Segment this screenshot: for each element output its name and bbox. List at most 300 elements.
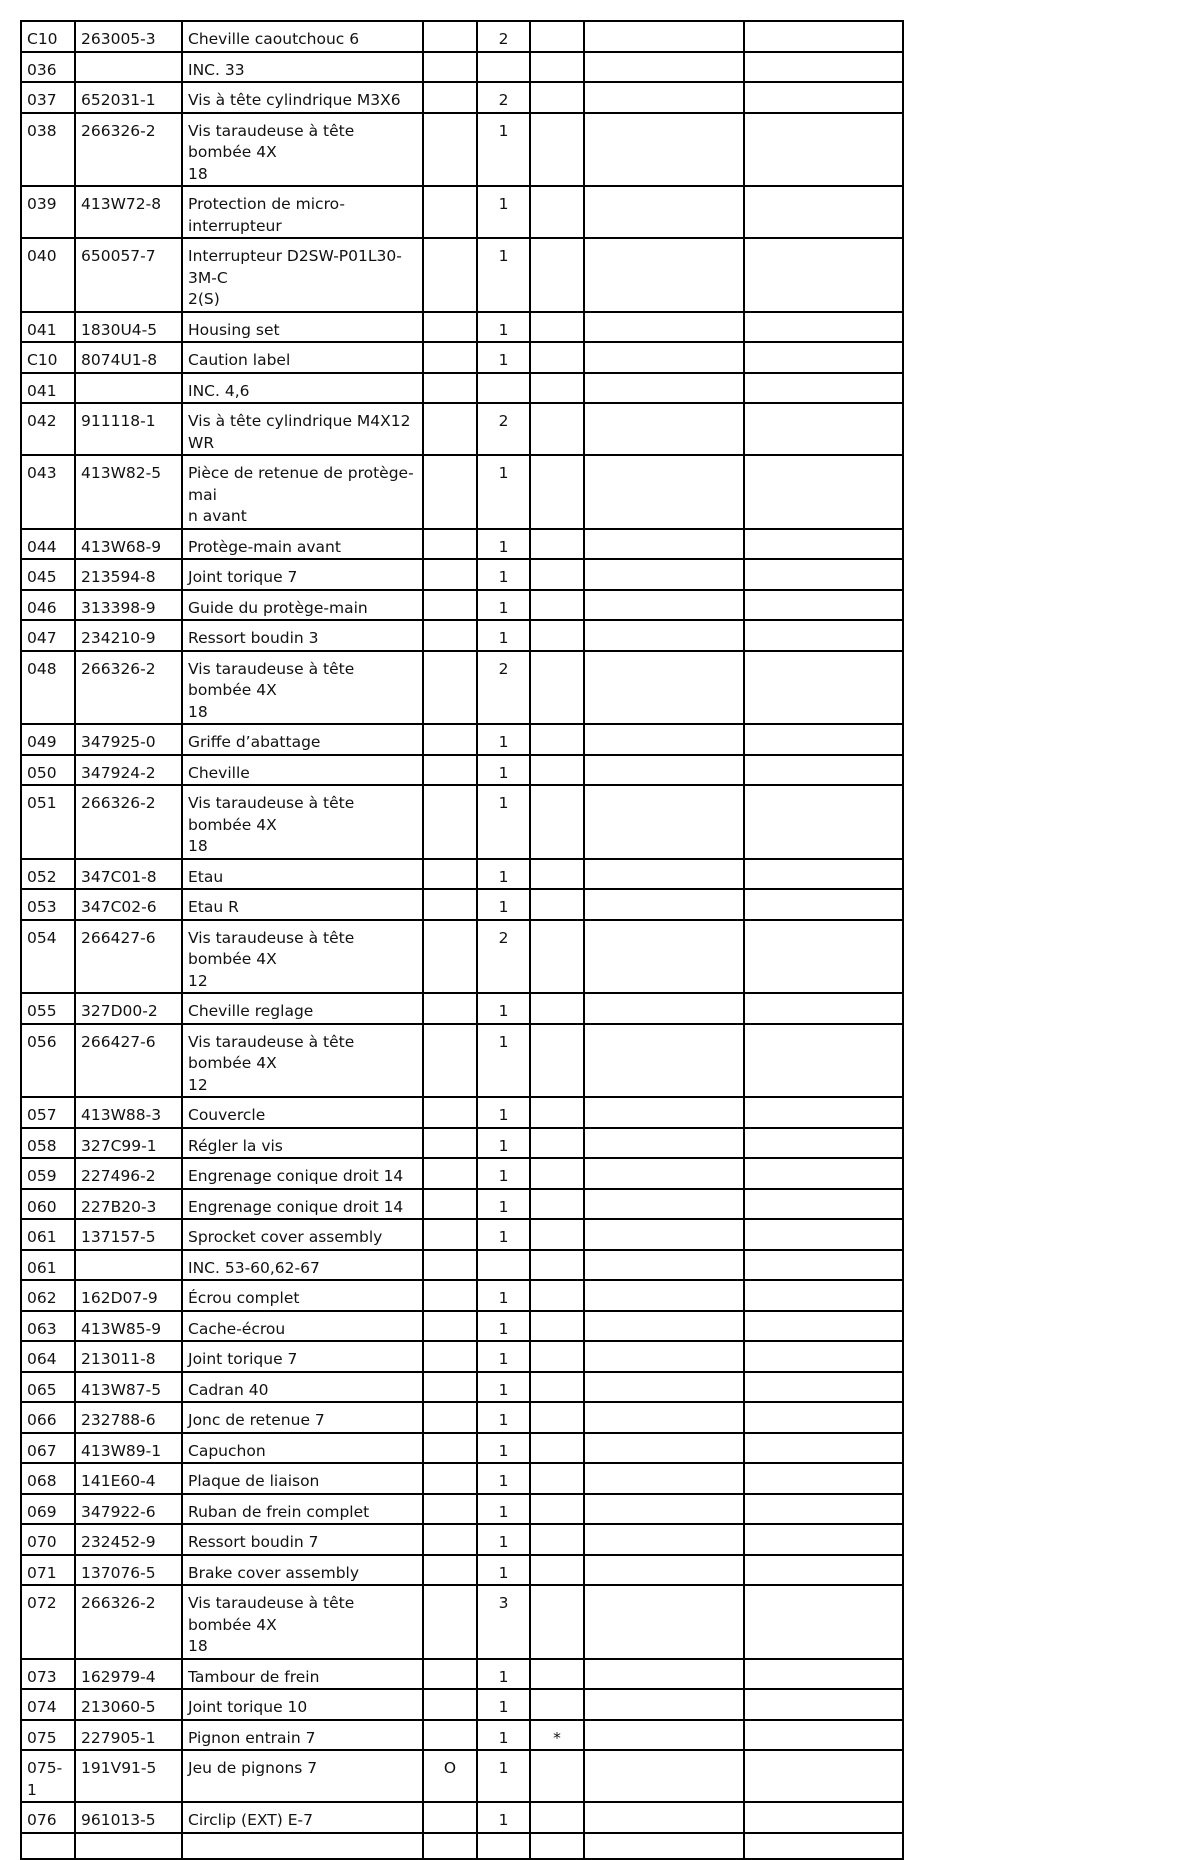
blank-cell xyxy=(530,1833,584,1859)
note-cell xyxy=(530,1524,584,1555)
table-row xyxy=(21,1024,903,1098)
mark-cell xyxy=(423,82,477,113)
table-row xyxy=(21,1463,903,1494)
note-cell xyxy=(530,1250,584,1281)
quantity-text: 1 xyxy=(498,464,509,482)
quantity-cell xyxy=(477,373,530,404)
part-number-cell xyxy=(75,1689,182,1720)
quantity-text: 1 xyxy=(498,1667,509,1686)
mark-cell xyxy=(423,1097,477,1128)
note-cell xyxy=(530,755,584,786)
mark-cell xyxy=(423,1402,477,1433)
item-number-cell xyxy=(21,1280,75,1311)
blank-cell xyxy=(744,651,903,725)
item-number-text: 071 xyxy=(27,1563,57,1582)
description-cell xyxy=(182,1750,423,1802)
description-cell xyxy=(182,651,423,725)
part-number-text: 347924-2 xyxy=(81,763,156,782)
table-row xyxy=(21,403,903,455)
table-row xyxy=(21,1189,903,1220)
blank-cell xyxy=(744,620,903,651)
description-text: INC. 4,6 xyxy=(188,381,250,400)
blank-cell xyxy=(744,1833,903,1859)
blank-cell xyxy=(744,1341,903,1372)
note-cell xyxy=(530,1341,584,1372)
description-cell xyxy=(182,342,423,373)
description-cell xyxy=(182,1463,423,1494)
part-number-text: 162979-4 xyxy=(81,1667,156,1686)
table-row xyxy=(21,993,903,1024)
description-cell xyxy=(182,1158,423,1189)
description-cell xyxy=(182,1097,423,1128)
blank-cell xyxy=(584,889,744,920)
quantity-text: 2 xyxy=(498,928,509,947)
part-number-text: 266326-2 xyxy=(81,659,156,678)
table-row xyxy=(21,755,903,786)
part-number-text: 263005-3 xyxy=(81,30,156,48)
description-cell xyxy=(182,312,423,343)
note-cell xyxy=(530,920,584,994)
table-row xyxy=(21,82,903,113)
mark-cell xyxy=(423,238,477,312)
blank-cell xyxy=(584,1097,744,1128)
mark-cell xyxy=(423,755,477,786)
quantity-cell xyxy=(477,1494,530,1525)
blank-cell xyxy=(584,21,744,52)
item-number-cell xyxy=(21,1372,75,1403)
description-cell xyxy=(182,403,423,455)
blank-cell xyxy=(584,1219,744,1250)
blank-cell xyxy=(584,724,744,755)
blank-cell xyxy=(744,1024,903,1098)
note-cell xyxy=(530,1494,584,1525)
note-cell xyxy=(530,21,584,52)
description-cell xyxy=(182,1219,423,1250)
description-text: Caution label xyxy=(188,351,291,369)
blank-cell xyxy=(584,1659,744,1690)
mark-cell xyxy=(423,1720,477,1751)
part-number-cell xyxy=(75,312,182,343)
item-number-text: 066 xyxy=(27,1411,57,1429)
blank-cell xyxy=(744,1402,903,1433)
description-text: Vis taraudeuse à tête bombée 4X 18 xyxy=(188,121,355,183)
part-number-cell xyxy=(75,1524,182,1555)
part-number-cell xyxy=(75,1189,182,1220)
blank-cell xyxy=(744,755,903,786)
part-number-cell xyxy=(75,1659,182,1690)
quantity-cell xyxy=(477,1659,530,1690)
description-text: Écrou complet xyxy=(188,1289,300,1307)
blank-cell xyxy=(744,312,903,343)
mark-cell xyxy=(423,1433,477,1464)
quantity-cell xyxy=(477,651,530,725)
item-number-text: 065 xyxy=(27,1380,57,1399)
quantity-cell xyxy=(477,1689,530,1720)
item-number-cell xyxy=(21,1402,75,1433)
blank-cell xyxy=(584,373,744,404)
blank-cell xyxy=(584,1402,744,1433)
blank-cell xyxy=(584,1463,744,1494)
part-number-cell xyxy=(75,373,182,404)
part-number-cell xyxy=(75,920,182,994)
part-number-cell xyxy=(75,620,182,651)
item-number-text: 074 xyxy=(27,1698,57,1716)
description-text: INC. 53-60,62-67 xyxy=(188,1258,320,1277)
table-row xyxy=(21,1219,903,1250)
blank-cell xyxy=(584,1250,744,1281)
description-cell xyxy=(182,1524,423,1555)
table-row xyxy=(21,785,903,859)
description-text: INC. 33 xyxy=(188,60,245,79)
quantity-cell xyxy=(477,342,530,373)
part-number-cell xyxy=(75,82,182,113)
blank-cell xyxy=(744,590,903,621)
mark-cell xyxy=(423,1802,477,1833)
blank-cell xyxy=(584,1158,744,1189)
note-cell xyxy=(530,403,584,455)
quantity-text: 1 xyxy=(498,121,509,140)
note-cell xyxy=(530,1128,584,1159)
description-text: Brake cover assembly xyxy=(188,1563,360,1582)
quantity-text: 3 xyxy=(498,1594,509,1612)
item-number-text: 052 xyxy=(27,867,57,886)
item-number-text: 046 xyxy=(27,598,57,617)
note-cell xyxy=(530,238,584,312)
blank-cell xyxy=(584,1802,744,1833)
quantity-text: 1 xyxy=(498,867,509,886)
blank-cell xyxy=(744,455,903,529)
part-number-cell xyxy=(75,1097,182,1128)
mark-cell xyxy=(423,312,477,343)
blank-cell xyxy=(584,859,744,890)
blank-cell xyxy=(584,785,744,859)
mark-cell xyxy=(423,1494,477,1525)
table-row xyxy=(21,529,903,560)
item-number-text: 061 xyxy=(27,1228,57,1246)
part-number-text: 191V91-5 xyxy=(81,1759,157,1777)
quantity-text: 1 xyxy=(498,351,509,369)
description-text: Vis à tête cylindrique M3X6 xyxy=(188,91,401,109)
description-text: Guide du protège-main xyxy=(188,598,368,617)
item-number-cell xyxy=(21,920,75,994)
quantity-cell xyxy=(477,529,530,560)
quantity-text: 1 xyxy=(498,733,509,751)
item-number-cell xyxy=(21,1463,75,1494)
note-cell xyxy=(530,1689,584,1720)
note-cell xyxy=(530,1280,584,1311)
description-text: Cheville reglage xyxy=(188,1002,314,1020)
table-row xyxy=(21,186,903,238)
table-row xyxy=(21,1433,903,1464)
note-cell xyxy=(530,993,584,1024)
blank-cell xyxy=(584,403,744,455)
table-row xyxy=(21,238,903,312)
item-number-cell xyxy=(21,1128,75,1159)
mark-cell xyxy=(423,1219,477,1250)
quantity-text: 1 xyxy=(498,794,509,812)
part-number-text: 413W82-5 xyxy=(81,464,162,482)
item-number-text: 058 xyxy=(27,1136,57,1155)
item-number-cell xyxy=(21,529,75,560)
description-cell xyxy=(182,1189,423,1220)
note-cell xyxy=(530,651,584,725)
note-cell xyxy=(530,113,584,187)
quantity-cell xyxy=(477,1802,530,1833)
quantity-text: 2 xyxy=(498,30,509,48)
blank-cell xyxy=(584,1433,744,1464)
item-number-cell xyxy=(21,785,75,859)
part-number-cell xyxy=(75,724,182,755)
note-cell xyxy=(530,1372,584,1403)
part-number-cell xyxy=(75,21,182,52)
item-number-cell xyxy=(21,1555,75,1586)
note-cell xyxy=(530,724,584,755)
description-cell xyxy=(182,889,423,920)
item-number-cell xyxy=(21,620,75,651)
quantity-text: 1 xyxy=(498,537,509,556)
part-number-cell xyxy=(75,238,182,312)
blank-cell xyxy=(584,529,744,560)
quantity-cell xyxy=(477,590,530,621)
item-number-text: 048 xyxy=(27,659,57,678)
description-cell xyxy=(182,529,423,560)
item-number-text: 047 xyxy=(27,629,57,647)
description-text: Etau xyxy=(188,867,224,886)
item-number-cell xyxy=(21,1189,75,1220)
description-cell xyxy=(182,559,423,590)
blank-cell xyxy=(584,1341,744,1372)
note-cell xyxy=(530,889,584,920)
blank-cell xyxy=(584,993,744,1024)
table-row xyxy=(21,1372,903,1403)
quantity-cell xyxy=(477,724,530,755)
item-number-text: 044 xyxy=(27,537,57,556)
part-number-cell xyxy=(75,1219,182,1250)
item-number-cell xyxy=(21,1097,75,1128)
blank-cell xyxy=(423,1833,477,1859)
item-number-text: 061 xyxy=(27,1258,57,1277)
blank-cell xyxy=(584,1750,744,1802)
table-row-clipped xyxy=(21,1833,903,1859)
quantity-cell xyxy=(477,1555,530,1586)
part-number-cell xyxy=(75,1128,182,1159)
note-cell xyxy=(530,1750,584,1802)
mark-cell xyxy=(423,785,477,859)
note-cell xyxy=(530,1189,584,1220)
description-cell xyxy=(182,620,423,651)
mark-cell xyxy=(423,1585,477,1659)
description-text: Engrenage conique droit 14 xyxy=(188,1167,404,1185)
description-cell xyxy=(182,1280,423,1311)
part-number-text: 227B20-3 xyxy=(81,1197,157,1216)
part-number-text: 137157-5 xyxy=(81,1228,156,1246)
item-number-cell xyxy=(21,186,75,238)
part-number-cell xyxy=(75,859,182,890)
description-text: Jonc de retenue 7 xyxy=(188,1411,325,1429)
table-row xyxy=(21,373,903,404)
part-number-text: 266326-2 xyxy=(81,1594,156,1612)
item-number-cell xyxy=(21,1720,75,1751)
quantity-text: 2 xyxy=(498,659,509,678)
part-number-text: 232788-6 xyxy=(81,1411,156,1429)
item-number-text: 070 xyxy=(27,1533,57,1551)
table-row xyxy=(21,1720,903,1751)
note-cell xyxy=(530,1024,584,1098)
table-row xyxy=(21,1158,903,1189)
note-cell xyxy=(530,1433,584,1464)
quantity-text: 1 xyxy=(498,1197,509,1216)
parts-table xyxy=(20,20,904,1860)
quantity-text: 2 xyxy=(498,91,509,109)
note-cell xyxy=(530,373,584,404)
quantity-text: 1 xyxy=(498,1502,509,1521)
part-number-text: 266427-6 xyxy=(81,1032,156,1051)
blank-cell xyxy=(744,724,903,755)
item-number-text: C10 xyxy=(27,351,58,369)
item-number-cell xyxy=(21,1219,75,1250)
blank-cell xyxy=(744,82,903,113)
note-cell xyxy=(530,52,584,83)
item-number-cell xyxy=(21,1524,75,1555)
blank-cell xyxy=(744,113,903,187)
quantity-cell xyxy=(477,1750,530,1802)
blank-cell xyxy=(584,1024,744,1098)
mark-cell xyxy=(423,1189,477,1220)
part-number-cell xyxy=(75,1311,182,1342)
blank-cell xyxy=(75,1833,182,1859)
description-cell xyxy=(182,1024,423,1098)
description-text: Vis taraudeuse à tête bombée 4X 12 xyxy=(188,1032,355,1094)
quantity-text: 1 xyxy=(498,1106,509,1124)
item-number-cell xyxy=(21,342,75,373)
quantity-cell xyxy=(477,1402,530,1433)
blank-cell xyxy=(744,559,903,590)
description-cell xyxy=(182,724,423,755)
mark-cell xyxy=(423,1341,477,1372)
description-cell xyxy=(182,1585,423,1659)
quantity-cell xyxy=(477,755,530,786)
part-number-cell xyxy=(75,1585,182,1659)
blank-cell xyxy=(744,186,903,238)
mark-cell xyxy=(423,651,477,725)
description-text: Housing set xyxy=(188,320,280,339)
quantity-text: 1 xyxy=(498,1167,509,1185)
note-cell xyxy=(530,82,584,113)
table-row xyxy=(21,21,903,52)
description-cell xyxy=(182,785,423,859)
item-number-text: 045 xyxy=(27,568,57,586)
part-number-cell xyxy=(75,590,182,621)
quantity-cell xyxy=(477,52,530,83)
note-cell xyxy=(530,1219,584,1250)
quantity-text: 1 xyxy=(498,1319,509,1338)
quantity-text: 1 xyxy=(498,320,509,339)
part-number-text: 234210-9 xyxy=(81,629,156,647)
note-cell xyxy=(530,1720,584,1751)
mark-cell xyxy=(423,1024,477,1098)
description-text: Vis taraudeuse à tête bombée 4X 18 xyxy=(188,1594,355,1655)
blank-cell xyxy=(584,1280,744,1311)
item-number-cell xyxy=(21,993,75,1024)
blank-cell xyxy=(744,993,903,1024)
part-number-text: 1830U4-5 xyxy=(81,320,158,339)
description-cell xyxy=(182,1494,423,1525)
item-number-cell xyxy=(21,21,75,52)
part-number-text: 413W88-3 xyxy=(81,1106,162,1124)
mark-cell xyxy=(423,52,477,83)
description-cell xyxy=(182,590,423,621)
quantity-cell xyxy=(477,1524,530,1555)
part-number-text: 961013-5 xyxy=(81,1811,156,1829)
note-cell xyxy=(530,590,584,621)
mark-cell xyxy=(423,1158,477,1189)
blank-cell xyxy=(744,373,903,404)
part-number-cell xyxy=(75,1280,182,1311)
note-cell xyxy=(530,785,584,859)
blank-cell xyxy=(744,1189,903,1220)
item-number-text: 060 xyxy=(27,1197,57,1216)
note-cell xyxy=(530,529,584,560)
mark-cell xyxy=(423,559,477,590)
part-number-text: 227496-2 xyxy=(81,1167,156,1185)
part-number-cell xyxy=(75,1750,182,1802)
mark-cell xyxy=(423,1311,477,1342)
part-number-cell xyxy=(75,755,182,786)
description-cell xyxy=(182,186,423,238)
item-number-text: 050 xyxy=(27,763,57,782)
description-text: Joint torique 7 xyxy=(188,568,298,586)
description-cell xyxy=(182,1555,423,1586)
mark-cell xyxy=(423,1555,477,1586)
quantity-text: 1 xyxy=(498,1698,509,1716)
item-number-text: 068 xyxy=(27,1472,57,1490)
item-number-text: 039 xyxy=(27,195,57,213)
note-cell xyxy=(530,455,584,529)
part-number-cell xyxy=(75,1372,182,1403)
part-number-text: 347C01-8 xyxy=(81,867,157,886)
description-text: Circlip (EXT) E-7 xyxy=(188,1811,313,1829)
table-row xyxy=(21,1585,903,1659)
part-number-text: 162D07-9 xyxy=(81,1289,158,1307)
blank-cell xyxy=(744,1219,903,1250)
quantity-cell xyxy=(477,455,530,529)
item-number-cell xyxy=(21,1659,75,1690)
description-cell xyxy=(182,1659,423,1690)
description-text: Engrenage conique droit 14 xyxy=(188,1197,404,1216)
item-number-text: 040 xyxy=(27,247,57,265)
item-number-text: 036 xyxy=(27,60,57,79)
description-cell xyxy=(182,1802,423,1833)
item-number-text: 069 xyxy=(27,1502,57,1521)
mark-cell xyxy=(423,21,477,52)
blank-cell xyxy=(584,238,744,312)
blank-cell xyxy=(744,52,903,83)
item-number-text: 063 xyxy=(27,1319,57,1338)
item-number-cell xyxy=(21,590,75,621)
item-number-text: 041 xyxy=(27,320,57,339)
item-number-cell xyxy=(21,1802,75,1833)
quantity-cell xyxy=(477,1433,530,1464)
quantity-cell xyxy=(477,859,530,890)
quantity-text: 1 xyxy=(498,1472,509,1490)
table-row xyxy=(21,52,903,83)
description-text: Jeu de pignons 7 xyxy=(188,1759,318,1777)
table-row xyxy=(21,1659,903,1690)
quantity-text: 1 xyxy=(498,247,509,265)
description-text: Vis taraudeuse à tête bombée 4X 18 xyxy=(188,659,355,721)
note-cell xyxy=(530,312,584,343)
item-number-text: 037 xyxy=(27,91,57,109)
